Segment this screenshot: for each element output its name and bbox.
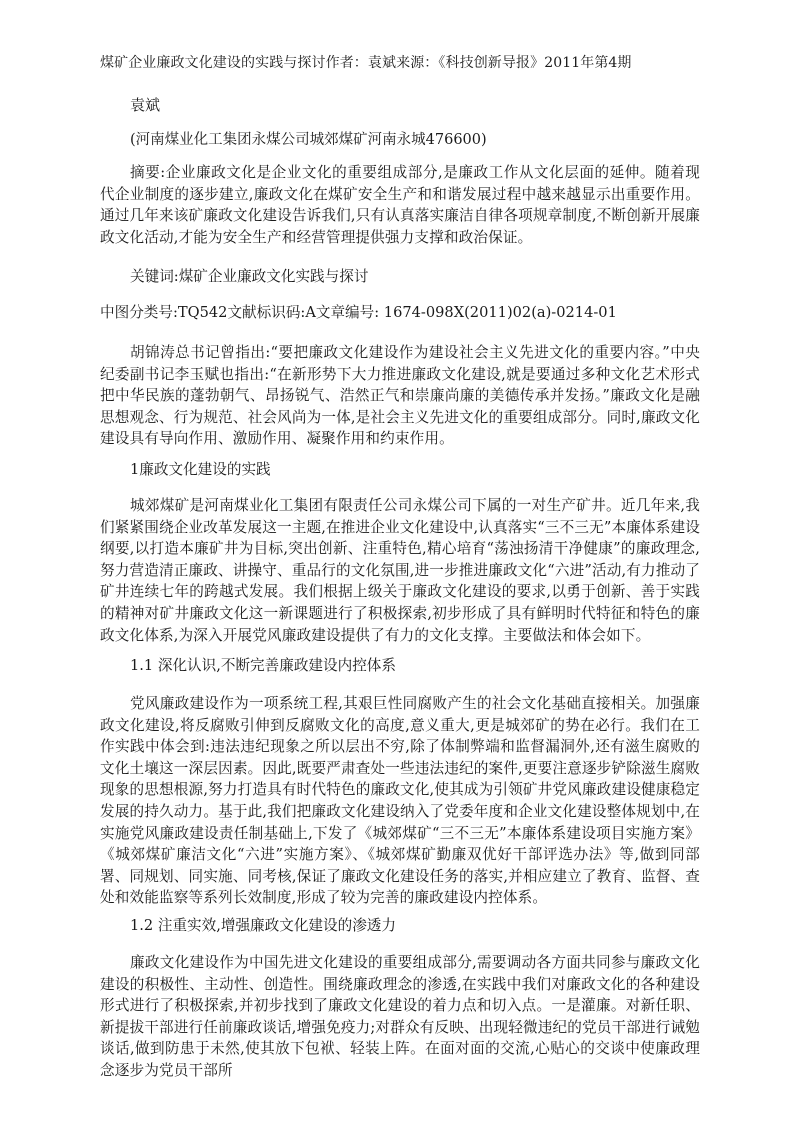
section-1-paragraph: 城郊煤矿是河南煤业化工集团有限责任公司永煤公司下属的一对生产矿井。近几年来,我们紧紧围绕企业改革发展这一主题,在推进企业文化建设中,认真落实“三不三无”本廉体系建设纲要,以打造本廉矿井为目标,突出创新、注重特色,精心培育“荡浊扬清干净健康”的廉政理念,努力营造清正廉政、讲操守、重品行的文化氛围,进一步推进廉政文化“六进”活动,有力推动了矿井连续七年的跨越式发展。我们根据上级关于廉政文化建设的要求,以勇于创新、善于实践的精神对矿井廉政文化这一新课题进行了积极探索,初步形成了具有鲜明时代特征和特色的廉政文化体系,为深入开展党风廉政建设提供了有力的文化支撑。主要做法和体会如下。	[100, 497, 700, 644]
header-line: 煤矿企业廉政文化建设的实践与探讨作者：袁斌来源：《科技创新导报》2011年第4期	[100, 55, 632, 71]
author-name: 袁斌	[130, 96, 161, 114]
classification-line: 中图分类号:TQ542文献标识码:A文章编号: 1674-098X(2011)02(a)-0214-01	[100, 304, 617, 321]
subsection-1-2-paragraph: 廉政文化建设作为中国先进文化建设的重要组成部分,需要调动各方面共同参与廉政文化建设的积极性、主动性、创造性。围绕廉政理念的渗透,在实践中我们对廉政文化的各种建设形式进行了积极探索,并初步找到了廉政文化建设的着力点和切入点。一是灌廉。对新任职、新提拔干部进行任前廉政谈话,增强免疫力;对群众有反映、出现轻微违纪的党员干部进行诫勉谈话,做到防患于未然,使其放下包袱、轻装上阵。在面对面的交流,心贴心的交谈中使廉政理念逐步为党员干部所	[100, 954, 700, 1079]
abstract-paragraph: 摘要:企业廉政文化是企业文化的重要组成部分,是廉政工作从文化层面的延伸。随着现代企业制度的逐步建立,廉政文化在煤矿安全生产和和谐发展过程中越来越显示出重要作用。通过几年来该矿廉政文化建设告诉我们,只有认真落实廉洁自律各项规章制度,不断创新开展廉政文化活动,才能为安全生产和经营管理提供强力支撑和政治保证。	[100, 164, 700, 246]
subsection-1-1-paragraph: 党风廉政建设作为一项系统工程,其艰巨性同腐败产生的社会文化基础直接相关。加强廉政文化建设,将反腐败引伸到反腐败文化的高度,意义重大,更是城郊矿的势在必行。我们在工作实践中体会到:违法违纪现象之所以层出不穷,除了体制弊端和监督漏洞外,还有滋生腐败的文化土壤这一深层因素。因此,既要严肃查处一些违法违纪的案件,更要注意逐步铲除滋生腐败现象的思想根源,努力打造具有时代特色的廉政文化,使其成为引领矿井党风廉政建设健康稳定发展的持久动力。基于此,我们把廉政文化建设纳入了党委年度和企业文化建设整体规划中,在实施党风廉政建设责任制基础上,下发了《城郊煤矿“三不三无”本廉体系建设项目实施方案》《城郊煤矿廉洁文化“六进”实施方案》、《城郊煤矿勤廉双优好干部评选办法》等,做到同部署、同规划、同实施、同考核,保证了廉政文化建设任务的落实,并相应建立了教育、监督、查处和效能监察等系列长效制度,形成了较为完善的廉政建设内控体系。	[100, 695, 700, 907]
subsection-1-2-heading: 1.2 注重实效,增强廉政文化建设的渗透力	[130, 917, 396, 934]
section-1-heading: 1廉政文化建设的实践	[130, 461, 271, 478]
intro-paragraph: 胡锦涛总书记曾指出:“要把廉政文化建设作为建设社会主义先进文化的重要内容。”中央纪委副书记李玉赋也指出:“在新形势下大力推进廉政文化建设,就是要通过多种文化艺术形式把中华民族的蓬勃朝气、昂扬锐气、浩然正气和崇廉尚廉的美德传承并发扬。”廉政文化是融思想观念、行为规范、社会风尚为一体,是社会主义先进文化的重要组成部分。同时,廉政文化建设具有导向作用、激励作用、凝聚作用和约束作用。	[100, 344, 700, 448]
keywords-line: 关键词:煤矿企业廉政文化实践与探讨	[130, 268, 369, 285]
author-affiliation: (河南煤业化工集团永煤公司城郊煤矿河南永城476600)	[130, 132, 487, 148]
subsection-1-1-heading: 1.1 深化认识,不断完善廉政建设内控体系	[130, 657, 396, 674]
